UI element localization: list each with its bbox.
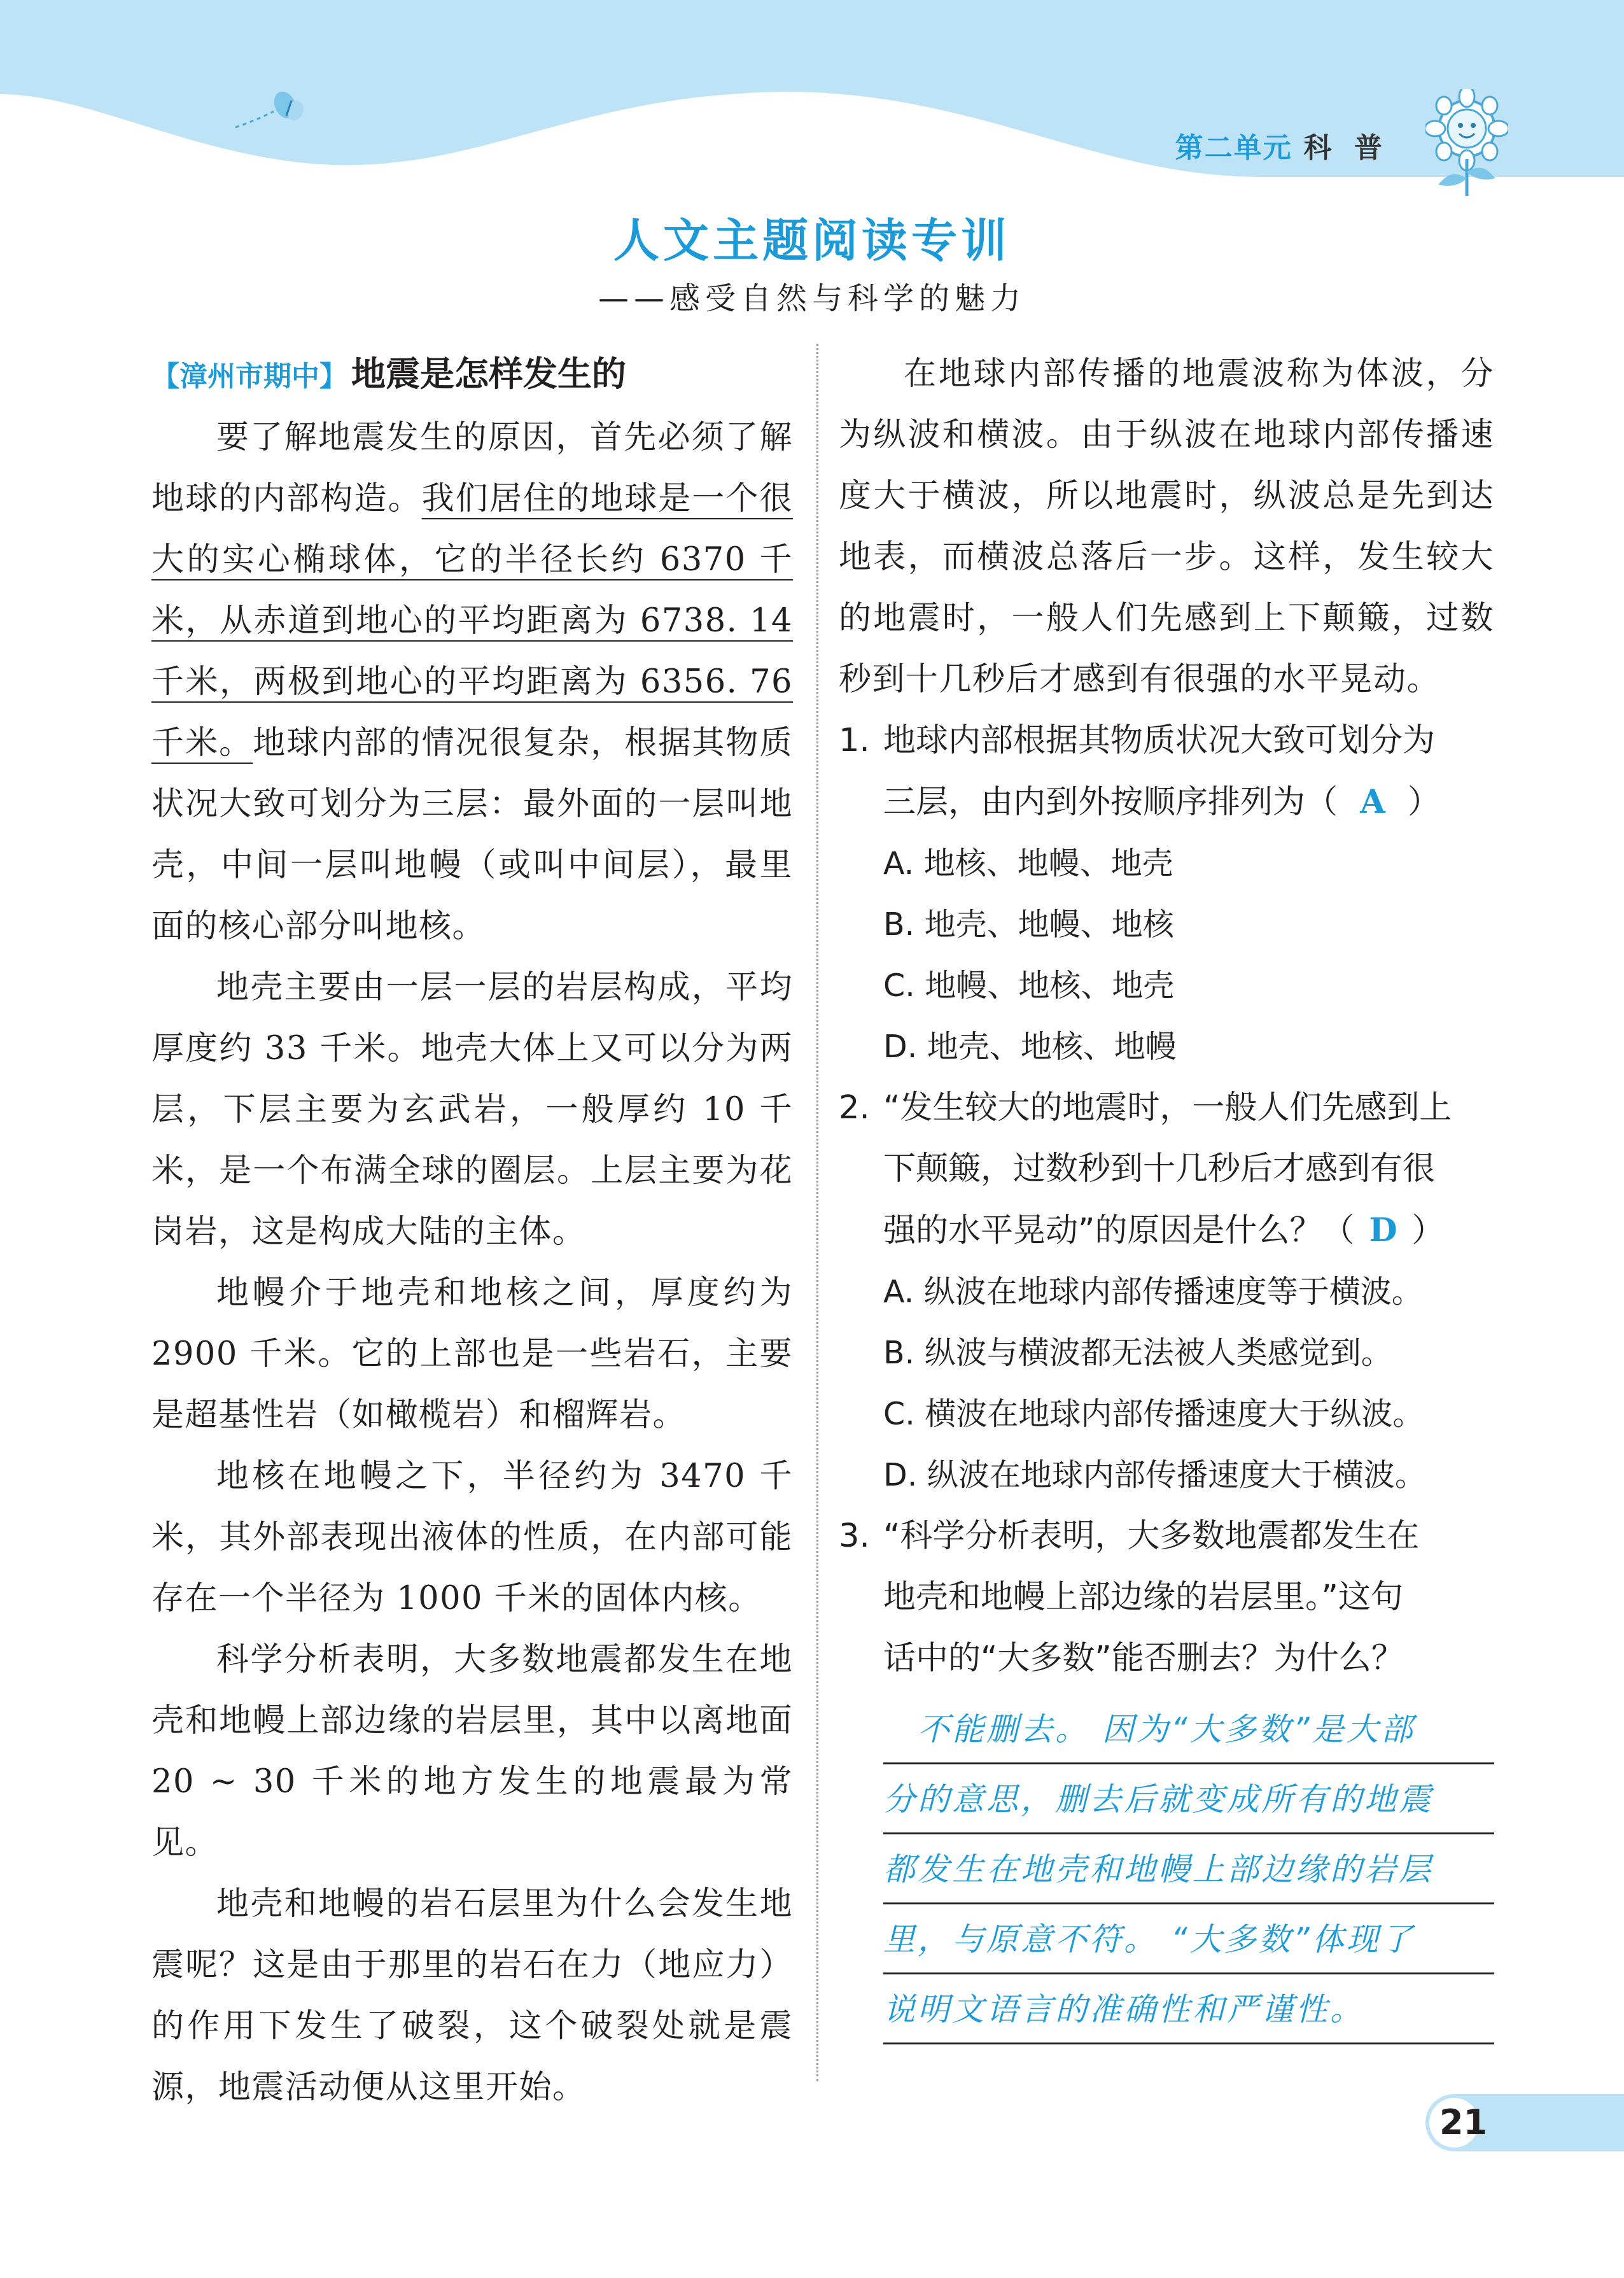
question-number: 3. (839, 1517, 870, 1555)
answer-choice[interactable]: D (1369, 1211, 1397, 1249)
questions-column (839, 344, 1494, 2044)
article-title: 地震是怎样发生的 (351, 354, 626, 394)
paragraph-text: 要了解地震发生的原因，首先必须了解地球的内部构造。 (151, 419, 793, 517)
article-paragraph-4: 地核在地幔之下，半径约为 3470 千米，其外部表现出液体的性质，在内部可能存在一个半径为 1000 千米的固体内核。 (151, 1458, 793, 1617)
paragraph-text: 地球内部的情况很复杂，根据其物质状况大致可划分为三层：最外面的一层叫地壳，中间一层叫地幔（或叫中间层），最里面的核心部分叫地核。 (151, 724, 793, 945)
option-b: B. 地壳、地幔、地核 (883, 906, 1174, 943)
answer-line: 不能删去。 因为“大多数”是大部 (883, 1694, 1494, 1764)
question-2-stem-line2: 下颠簸，过数秒到十几秒后才感到有很 (883, 1150, 1436, 1188)
question-text: “科学分析表明，大多数地震都发生在 (883, 1517, 1420, 1555)
question-text: ） (1411, 1212, 1445, 1249)
question-number: 2. (839, 1089, 870, 1127)
option-c: C. 地幔、地核、地壳 (883, 967, 1175, 1004)
sunflower-icon (1425, 89, 1508, 197)
column-divider (816, 344, 818, 2081)
article-heading (151, 344, 793, 407)
article-column (151, 344, 793, 2118)
unit-label (1175, 125, 1389, 165)
page-subtitle: ——感受自然与科学的魅力 (598, 281, 1026, 316)
page-number: 21 (1439, 2102, 1488, 2142)
article-paragraph-7: 在地球内部传播的地震波称为体波，分为纵波和横波。由于纵波在地球内部传播速度大于横波，所以地震时，纵波总是先到达地表，而横波总落后一步。这样，发生较大的地震时，一般人们先感到上下颠簸，过数秒到十几秒后才感到有很强的水平晃动。 (839, 355, 1494, 698)
option-c: C. 横波在地球内部传播速度大于纵波。 (883, 1396, 1424, 1432)
unit-subject: 科 普 (1303, 132, 1389, 164)
question-1-stem-line2 (839, 771, 1494, 833)
article-paragraph-5: 科学分析表明，大多数地震都发生在地壳和地幔上部边缘的岩层里，其中以离地面 20 ~ 30 千米的地方发生的地震最为常见。 (151, 1641, 793, 1862)
unit-name: 第二单元 (1175, 132, 1292, 164)
article-paragraph-6: 地壳和地幔的岩石层里为什么会发生地震呢？这是由于那里的岩石在力（地应力）的作用下发生了破裂，这个破裂处就是震源，地震活动便从这里开始。 (151, 1885, 793, 2106)
question-3 (839, 1506, 1494, 2044)
question-text: 地球内部根据其物质状况大致可划分为 (883, 722, 1436, 759)
question-text: “发生较大的地震时，一般人们先感到上 (883, 1089, 1452, 1127)
answer-choice[interactable]: A (1360, 783, 1385, 821)
answer-line: 说明文语言的准确性和严谨性。 (883, 1974, 1494, 2044)
question-3-stem (839, 1506, 1494, 1567)
answer-area[interactable] (883, 1694, 1494, 2044)
source-tag: 【漳州市期中】 (151, 360, 347, 393)
underlined-sentence: 我们居住的地球是一个很大的实心椭球体，它的半径长约 6370 千米，从赤道到地心的平均距离为 6738. 14 千米，两极到地心的平均距离为 6356. 76 千米。 (151, 480, 793, 762)
question-3-stem-line3: 话中的“大多数”能否删去？为什么？ (883, 1640, 1404, 1677)
question-2-stem (839, 1078, 1494, 1139)
butterfly-icon (229, 83, 312, 140)
option-a: A. 地核、地幔、地壳 (883, 845, 1173, 882)
question-1 (839, 710, 1494, 1078)
page-title: 人文主题阅读专训 (613, 214, 1011, 267)
article-paragraph-2: 地壳主要由一层一层的岩层构成，平均厚度约 33 千米。地壳大体上又可以分为两层，下层主要为玄武岩，一般厚约 10 千米，是一个布满全球的圈层。上层主要为花岗岩，这是构成大陆的主体。 (151, 969, 793, 1251)
page-number-badge (1425, 2094, 1624, 2151)
article-paragraph-1 (151, 407, 793, 957)
question-text: 强的水平晃动”的原因是什么？（ (883, 1212, 1355, 1249)
question-2-stem-line3 (839, 1200, 1494, 1262)
answer-line: 分的意思，删去后就变成所有的地震 (883, 1764, 1494, 1834)
option-d: D. 纵波在地球内部传播速度大于横波。 (883, 1457, 1426, 1493)
option-d: D. 地壳、地核、地幔 (883, 1029, 1177, 1065)
answer-line: 都发生在地壳和地幔上部边缘的岩层 (883, 1834, 1494, 1904)
question-1-stem (839, 710, 1494, 771)
answer-line: 里，与原意不符。 “大多数”体现了 (883, 1904, 1494, 1974)
question-2 (839, 1078, 1494, 1506)
question-number: 1. (839, 722, 870, 759)
article-paragraph-3: 地幔介于地壳和地核之间，厚度约为 2900 千米。它的上部也是一些岩石，主要是超基性岩（如橄榄岩）和榴辉岩。 (151, 1274, 793, 1434)
question-text: 三层，由内到外按顺序排列为（ (883, 784, 1338, 821)
question-3-stem-line2: 地壳和地幔上部边缘的岩层里。”这句 (883, 1578, 1403, 1616)
option-b: B. 纵波与横波都无法被人类感觉到。 (883, 1335, 1392, 1371)
option-a: A. 纵波在地球内部传播速度等于横波。 (883, 1274, 1423, 1310)
question-text: ） (1408, 784, 1441, 821)
